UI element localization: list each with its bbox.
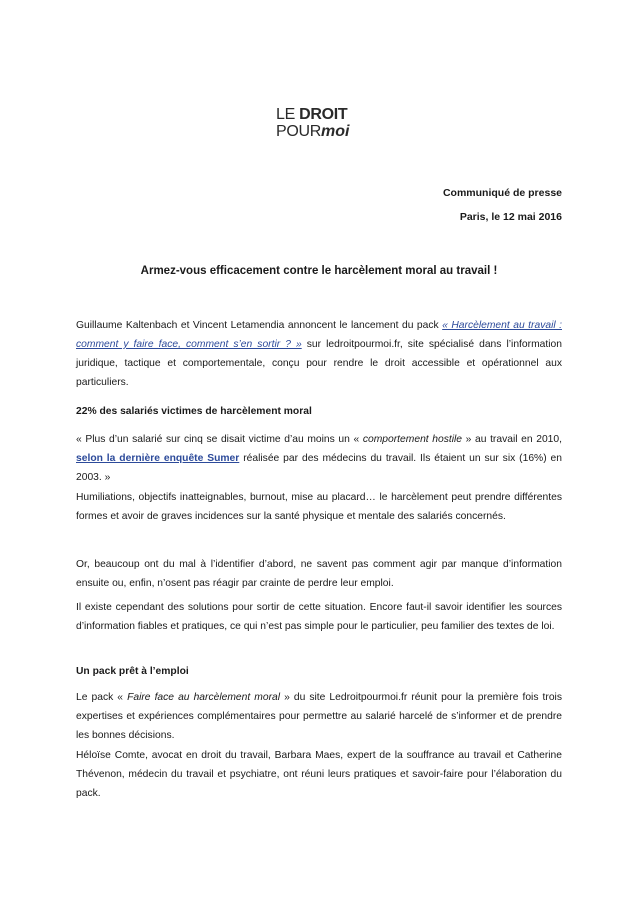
experts-paragraph: Héloïse Comte, avocat en droit du travail, Barbara Maes, expert de la souffrance au travail et Catherine Thévenon, médecin du travail et psychiatre, ont réuni leurs pratiques et savoir-faire pour l’élaboration du pack.	[76, 750, 562, 799]
le-droit-pour-moi-logo	[276, 106, 366, 146]
place-date: Paris, le 12 mai 2016	[459, 211, 562, 223]
section-heading-pack: Un pack prêt à l’emploi	[76, 666, 189, 677]
statistics-paragraph: « Plus d’un salarié sur cinq se disait victime d’au moins un « comportement hostile » au travail en 2010, selon la dernière enquête Sumer réalisée par des médecins du travail. Ils étaient un sur six (16%) en 2003. »	[76, 434, 562, 483]
sumer-survey-link[interactable]: selon la dernière enquête Sumer	[76, 453, 240, 464]
document-type: Communiqué de presse	[442, 187, 562, 199]
intro-paragraph: Guillaume Kaltenbach et Vincent Letamendia annoncent le lancement du pack « Harcèlement au travail : comment y faire face, comment s’en sortir ? » sur ledroitpourmoi.fr, site spécialisé dans l’information juridique, tactique et comportementale, conçu pour rendre le droit accessible et opérationnel aux particuliers.	[76, 320, 562, 388]
solutions-paragraph: Il existe cependant des solutions pour sortir de cette situation. Encore faut-il savoir identifier les sources d’information fiables et pratiques, ce qui n’est pas simple pour le particulier, peu familier des textes de loi.	[76, 602, 562, 632]
logo-line-1: LE DROIT	[276, 106, 348, 123]
section-heading-statistics: 22% des salariés victimes de harcèlement moral	[76, 406, 312, 417]
pack-link[interactable]: « Harcèlement au travail : comment y faire face, comment s’en sortir ? »	[76, 320, 562, 350]
forms-paragraph: Humiliations, objectifs inatteignables, burnout, mise au placard… le harcèlement peut prendre différentes formes et avoir de graves incidences sur la santé physique et mentale des salariés concernés.	[76, 492, 562, 522]
difficulty-paragraph: Or, beaucoup ont du mal à l’identifier d’abord, ne savent pas comment agir par manque d’information ensuite ou, enfin, n’osent pas réagir par crainte de perdre leur emploi.	[76, 559, 562, 589]
page-title: Armez-vous efficacement contre le harcèlement moral au travail !	[140, 265, 498, 277]
pack-paragraph: Le pack « Faire face au harcèlement moral » du site Ledroitpourmoi.fr réunit pour la première fois trois expertises et expériences complémentaires pour permettre au salarié harcelé de s’informer et de prendre les bonnes décisions.	[76, 692, 562, 741]
logo-line-2: POURmoi	[276, 123, 350, 140]
